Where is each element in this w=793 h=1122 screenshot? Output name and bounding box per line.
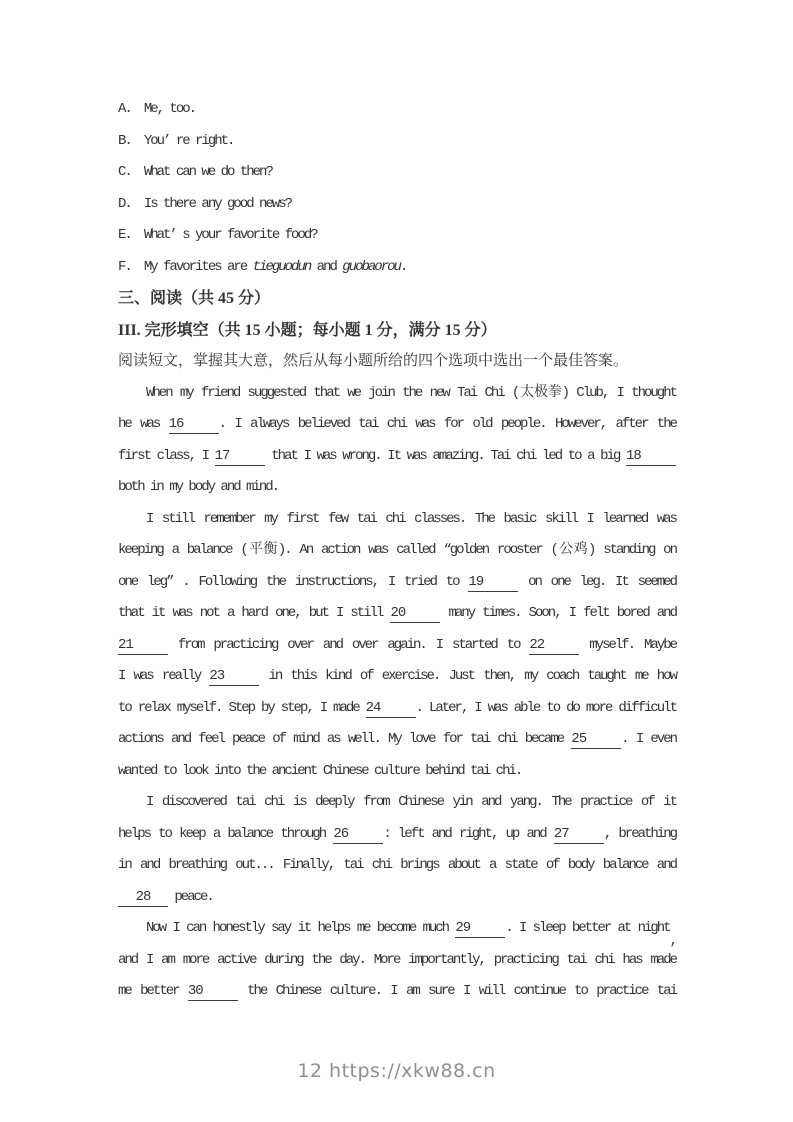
passage-line: that it was not a hard one, but I still 20 many times. Soon, I felt bored and [118, 605, 676, 621]
answer-options-list [118, 94, 676, 283]
cloze-blank-22: 22 [529, 637, 579, 655]
cloze-blank-28: 28 [118, 889, 168, 907]
passage-line: actions and feel peace of mind as well. My love for tai chi became 25 . I even [118, 731, 676, 747]
passage-line: Now I can honestly say it helps me become much 29 . I sleep better at night, [146, 920, 676, 949]
passage-line: I discovered tai chi is deeply from Chinese yin and yang. The practice of it [146, 794, 676, 810]
cloze-blank-16: 16 [169, 416, 219, 434]
cloze-blank-19: 19 [468, 574, 518, 592]
option-label: A. [118, 101, 131, 117]
dropped-comma: , [669, 933, 676, 949]
section-heading: 三、阅读（共 45 分） [118, 290, 271, 307]
option-label: F. [118, 258, 131, 275]
passage-paragraph [118, 913, 676, 1008]
cloze-blank-29: 29 [455, 920, 505, 938]
passage-paragraph [118, 378, 676, 504]
option-label: E. [118, 227, 131, 243]
cloze-blank-24: 24 [366, 700, 416, 718]
passage-line: 28 peace. [118, 882, 676, 914]
option-label: B. [118, 132, 131, 149]
passage-line: first class, I 17 that I was wrong. It was amazing. Tai chi led to a big 18 [118, 441, 676, 473]
passage-line: When my friend suggested that we join the new Tai Chi (太极拳) Club, I thought [146, 384, 676, 401]
cloze-blank-27: 27 [554, 826, 604, 844]
option-line-c: C. What can we do then? [118, 164, 272, 180]
cloze-blank-25: 25 [571, 731, 621, 749]
passage-line: keeping a balance (平衡). An action was called “golden rooster (公鸡) standing on [118, 542, 676, 558]
document-content [118, 94, 676, 1008]
passage-line: 21 from practicing over and over again. I started to 22 myself. Maybe [118, 636, 676, 653]
passage-line: wanted to look into the ancient Chinese culture behind tai chi. [118, 762, 522, 779]
cloze-blank-17: 17 [215, 448, 265, 466]
cloze-blank-18: 18 [626, 448, 676, 466]
passage-line: and I am more active during the day. More importantly, practicing tai chi has made [118, 951, 676, 968]
passage-line: helps to keep a balance through 26 : left and right, up and 27 , breathing [118, 825, 677, 842]
passage-line: one leg” . Following the instructions, I tried to 19 on one leg. It seemed [118, 573, 676, 590]
passage-line: he was 16 . I always believed tai chi was for old people. However, after the [118, 416, 676, 432]
passage-line: I was really 23 in this kind of exercise. Just then, my coach taught me how [118, 668, 676, 684]
cloze-blank-26: 26 [333, 826, 383, 844]
cloze-blank-21: 21 [118, 637, 168, 655]
option-label: D. [118, 195, 131, 212]
cloze-passage [118, 378, 676, 1008]
page-footer: 12 https://xkw88.cn [297, 1060, 496, 1082]
passage-line: me better 30 the Chinese culture. I am sure I will continue to practice tai [118, 983, 676, 999]
option-line-e: E. What’ s your favorite food? [118, 227, 317, 243]
passage-line: both in my body and mind. [118, 479, 279, 495]
passage-paragraph [118, 787, 676, 913]
passage-line: I still remember my first few tai chi classes. The basic skill I learned was [146, 510, 676, 527]
option-line-f: F. My favorites are tieguodun and guobaorou. [118, 258, 407, 275]
passage-line: in and breathing out... Finally, tai chi brings about a state of body balance and [118, 857, 676, 873]
italic-term: tieguodun [252, 258, 311, 275]
subsection-heading: III. 完形填空（共 15 小题；每小题 1 分，满分 15 分） [118, 321, 497, 339]
passage-line: to relax myself. Step by step, I made 24 . Later, I was able to do more difficult [118, 699, 676, 716]
cloze-blank-30: 30 [188, 983, 238, 1001]
option-line-d: D. Is there any good news? [118, 195, 292, 212]
passage-paragraph [118, 504, 676, 788]
option-label: C. [118, 164, 131, 180]
cloze-blank-23: 23 [209, 668, 259, 686]
italic-term: guobaorou [342, 258, 400, 275]
option-line-a: A. Me, too. [118, 101, 196, 117]
cloze-blank-20: 20 [390, 605, 440, 623]
cloze-instructions: 阅读短文，掌握其大意，然后从每小题所给的四个选项中选出一个最佳答案。 [118, 353, 629, 369]
option-line-b: B. You’ re right. [118, 132, 234, 149]
